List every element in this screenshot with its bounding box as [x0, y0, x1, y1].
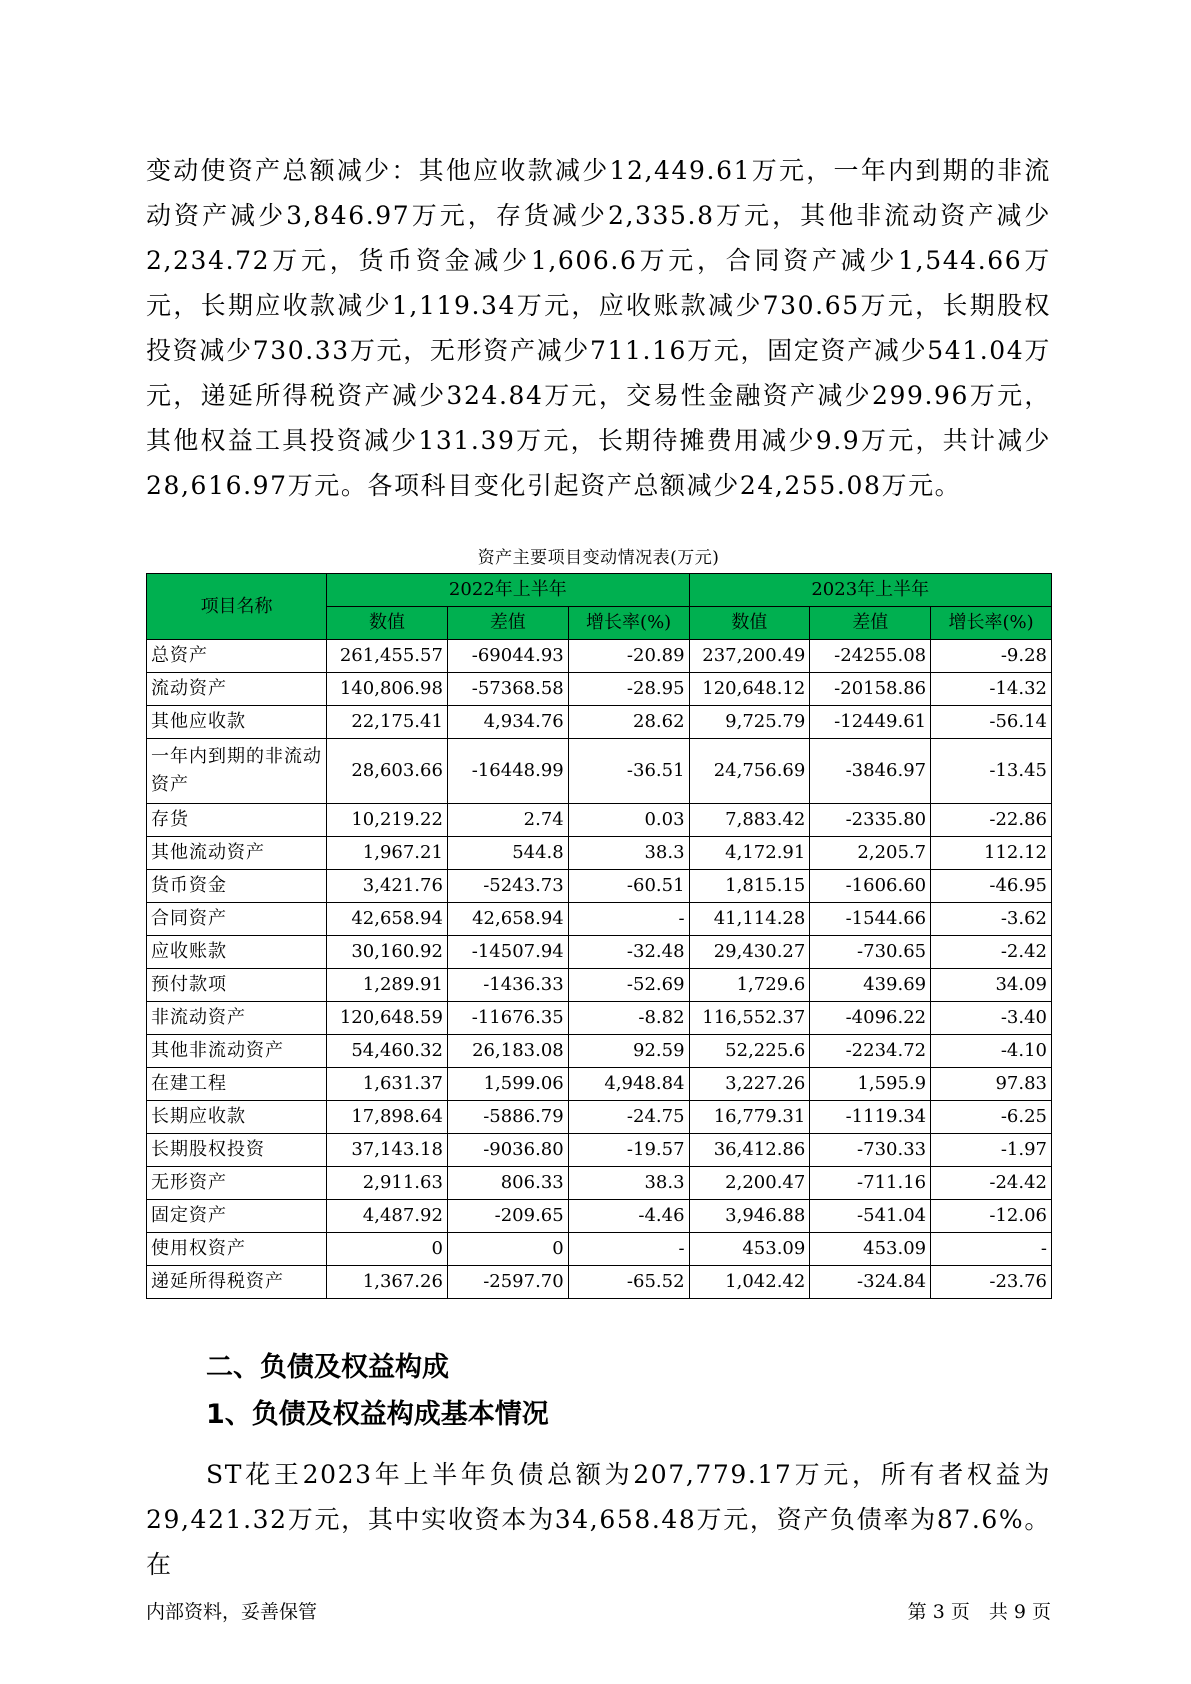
growth-2023: -56.14: [931, 706, 1052, 739]
diff-2023: -541.04: [810, 1200, 931, 1233]
table-row: [147, 969, 1052, 1002]
row-item-name: 合同资产: [147, 903, 327, 936]
growth-2022: -28.95: [568, 673, 689, 706]
value-2022: 42,658.94: [327, 903, 448, 936]
growth-2022: 92.59: [568, 1035, 689, 1068]
growth-2022: -: [568, 1233, 689, 1266]
value-2023: 24,756.69: [689, 739, 810, 804]
value-2022: 17,898.64: [327, 1101, 448, 1134]
row-item-name: 非流动资产: [147, 1002, 327, 1035]
growth-2023: -12.06: [931, 1200, 1052, 1233]
value-2023: 36,412.86: [689, 1134, 810, 1167]
value-2022: 120,648.59: [327, 1002, 448, 1035]
row-item-name: 在建工程: [147, 1068, 327, 1101]
table-row: [147, 673, 1052, 706]
growth-2023: -3.40: [931, 1002, 1052, 1035]
value-2023: 41,114.28: [689, 903, 810, 936]
diff-2022: -69044.93: [447, 640, 568, 673]
diff-2023: -2234.72: [810, 1035, 931, 1068]
diff-2022: 26,183.08: [447, 1035, 568, 1068]
diff-2022: 806.33: [447, 1167, 568, 1200]
growth-2023: 97.83: [931, 1068, 1052, 1101]
diff-2023: -2335.80: [810, 804, 931, 837]
row-item-name: 一年内到期的非流动资产: [147, 739, 327, 804]
header-diff-2022: 差值: [447, 607, 568, 640]
value-2023: 7,883.42: [689, 804, 810, 837]
value-2022: 3,421.76: [327, 870, 448, 903]
row-item-name: 应收账款: [147, 936, 327, 969]
growth-2022: 4,948.84: [568, 1068, 689, 1101]
growth-2022: -4.46: [568, 1200, 689, 1233]
value-2022: 0: [327, 1233, 448, 1266]
diff-2023: -4096.22: [810, 1002, 931, 1035]
value-2022: 54,460.32: [327, 1035, 448, 1068]
value-2023: 1,729.6: [689, 969, 810, 1002]
growth-2022: 0.03: [568, 804, 689, 837]
value-2023: 16,779.31: [689, 1101, 810, 1134]
diff-2023: -730.33: [810, 1134, 931, 1167]
diff-2023: -730.65: [810, 936, 931, 969]
growth-2023: -9.28: [931, 640, 1052, 673]
value-2023: 2,200.47: [689, 1167, 810, 1200]
row-item-name: 其他应收款: [147, 706, 327, 739]
table-body: [147, 640, 1052, 1299]
growth-2022: -60.51: [568, 870, 689, 903]
growth-2022: 28.62: [568, 706, 689, 739]
table-caption: 资产主要项目变动情况表(万元): [477, 548, 720, 568]
value-2023: 1,815.15: [689, 870, 810, 903]
value-2023: 1,042.42: [689, 1266, 810, 1299]
value-2023: 453.09: [689, 1233, 810, 1266]
value-2023: 52,225.6: [689, 1035, 810, 1068]
growth-2022: -36.51: [568, 739, 689, 804]
value-2022: 1,367.26: [327, 1266, 448, 1299]
diff-2023: -12449.61: [810, 706, 931, 739]
asset-change-table: [146, 573, 1052, 1299]
value-2022: 22,175.41: [327, 706, 448, 739]
growth-2023: -23.76: [931, 1266, 1052, 1299]
table-row: [147, 804, 1052, 837]
table-row: [147, 936, 1052, 969]
growth-2022: -: [568, 903, 689, 936]
diff-2022: -16448.99: [447, 739, 568, 804]
header-diff-2023: 差值: [810, 607, 931, 640]
value-2022: 4,487.92: [327, 1200, 448, 1233]
growth-2022: -8.82: [568, 1002, 689, 1035]
value-2022: 28,603.66: [327, 739, 448, 804]
diff-2023: -711.16: [810, 1167, 931, 1200]
diff-2023: 439.69: [810, 969, 931, 1002]
value-2023: 4,172.91: [689, 837, 810, 870]
value-2022: 10,219.22: [327, 804, 448, 837]
value-2022: 2,911.63: [327, 1167, 448, 1200]
table-row: [147, 1233, 1052, 1266]
row-item-name: 流动资产: [147, 673, 327, 706]
growth-2022: -65.52: [568, 1266, 689, 1299]
growth-2022: -20.89: [568, 640, 689, 673]
value-2023: 120,648.12: [689, 673, 810, 706]
growth-2023: -1.97: [931, 1134, 1052, 1167]
value-2022: 1,289.91: [327, 969, 448, 1002]
diff-2023: -3846.97: [810, 739, 931, 804]
value-2022: 1,631.37: [327, 1068, 448, 1101]
row-item-name: 长期应收款: [147, 1101, 327, 1134]
value-2023: 3,946.88: [689, 1200, 810, 1233]
growth-2023: -3.62: [931, 903, 1052, 936]
growth-2023: -: [931, 1233, 1052, 1266]
diff-2022: -57368.58: [447, 673, 568, 706]
section-heading: 二、负债及权益构成: [206, 1352, 449, 1383]
table-row: [147, 1035, 1052, 1068]
value-2023: 9,725.79: [689, 706, 810, 739]
row-item-name: 长期股权投资: [147, 1134, 327, 1167]
growth-2023: -4.10: [931, 1035, 1052, 1068]
table-row: [147, 706, 1052, 739]
table-row: [147, 837, 1052, 870]
table-row: [147, 1200, 1052, 1233]
growth-2022: 38.3: [568, 1167, 689, 1200]
diff-2022: 2.74: [447, 804, 568, 837]
growth-2023: -6.25: [931, 1101, 1052, 1134]
diff-2023: 1,595.9: [810, 1068, 931, 1101]
growth-2022: -24.75: [568, 1101, 689, 1134]
header-growth-2022: 增长率(%): [568, 607, 689, 640]
table-row: [147, 903, 1052, 936]
value-2022: 37,143.18: [327, 1134, 448, 1167]
diff-2022: -9036.80: [447, 1134, 568, 1167]
diff-2022: -5243.73: [447, 870, 568, 903]
table-row: [147, 1167, 1052, 1200]
footer-confidential-note: 内部资料，妥善保管: [146, 1601, 318, 1623]
header-growth-2023: 增长率(%): [931, 607, 1052, 640]
header-value-2022: 数值: [327, 607, 448, 640]
row-item-name: 预付款项: [147, 969, 327, 1002]
value-2022: 30,160.92: [327, 936, 448, 969]
growth-2022: -19.57: [568, 1134, 689, 1167]
row-item-name: 其他非流动资产: [147, 1035, 327, 1068]
growth-2023: -24.42: [931, 1167, 1052, 1200]
diff-2023: -20158.86: [810, 673, 931, 706]
row-item-name: 货币资金: [147, 870, 327, 903]
diff-2023: -24255.08: [810, 640, 931, 673]
diff-2022: 42,658.94: [447, 903, 568, 936]
diff-2023: -1119.34: [810, 1101, 931, 1134]
diff-2023: -1606.60: [810, 870, 931, 903]
row-item-name: 其他流动资产: [147, 837, 327, 870]
table-row: [147, 640, 1052, 673]
growth-2023: -13.45: [931, 739, 1052, 804]
diff-2023: 453.09: [810, 1233, 931, 1266]
growth-2023: -22.86: [931, 804, 1052, 837]
value-2023: 29,430.27: [689, 936, 810, 969]
diff-2022: -14507.94: [447, 936, 568, 969]
intro-paragraph: 变动使资产总额减少：其他应收款减少12,449.61万元，一年内到期的非流动资产减少3,846.97万元，存货减少2,335.8万元，其他非流动资产减少2,234.72万元，货币资金减少1,606.6万元，合同资产减少1,544.66万元，长期应收款减少1,119.34万元，应收账款减少730.65万元，长期股权投资减少730.33万元，无形资产减少711.16万元，固定资产减少541.04万元，递延所得税资产减少324.84万元，交易性金融资产减少299.96万元，其他权益工具投资减少131.39万元，长期待摊费用减少9.9万元，共计减少28,616.97万元。各项科目变化引起资产总额减少24,255.08万元。: [146, 156, 1051, 500]
growth-2022: -32.48: [568, 936, 689, 969]
row-item-name: 无形资产: [147, 1167, 327, 1200]
value-2023: 3,227.26: [689, 1068, 810, 1101]
header-item-name: 项目名称: [147, 574, 327, 640]
table-row: [147, 739, 1052, 804]
subsection-heading: 1、负债及权益构成基本情况: [206, 1399, 549, 1430]
table-row: [147, 870, 1052, 903]
growth-2022: 38.3: [568, 837, 689, 870]
header-period-2022: 2022年上半年: [327, 574, 689, 607]
row-item-name: 固定资产: [147, 1200, 327, 1233]
growth-2022: -52.69: [568, 969, 689, 1002]
growth-2023: -2.42: [931, 936, 1052, 969]
row-item-name: 递延所得税资产: [147, 1266, 327, 1299]
header-period-2023: 2023年上半年: [689, 574, 1051, 607]
row-item-name: 存货: [147, 804, 327, 837]
row-item-name: 使用权资产: [147, 1233, 327, 1266]
value-2022: 140,806.98: [327, 673, 448, 706]
row-item-name: 总资产: [147, 640, 327, 673]
diff-2022: 1,599.06: [447, 1068, 568, 1101]
footer-page-number: 第 3 页 共 9 页: [907, 1601, 1051, 1623]
outro-paragraph: ST花王2023年上半年负债总额为207,779.17万元，所有者权益为29,421.32万元，其中实收资本为34,658.48万元，资产负债率为87.6%。在: [146, 1460, 1051, 1579]
value-2023: 237,200.49: [689, 640, 810, 673]
table-row: [147, 1002, 1052, 1035]
growth-2023: 112.12: [931, 837, 1052, 870]
diff-2023: -1544.66: [810, 903, 931, 936]
growth-2023: -46.95: [931, 870, 1052, 903]
header-value-2023: 数值: [689, 607, 810, 640]
diff-2022: -5886.79: [447, 1101, 568, 1134]
diff-2022: 4,934.76: [447, 706, 568, 739]
value-2022: 1,967.21: [327, 837, 448, 870]
table-row: [147, 1134, 1052, 1167]
value-2022: 261,455.57: [327, 640, 448, 673]
diff-2022: 0: [447, 1233, 568, 1266]
diff-2022: -11676.35: [447, 1002, 568, 1035]
diff-2023: -324.84: [810, 1266, 931, 1299]
growth-2023: -14.32: [931, 673, 1052, 706]
table-row: [147, 1068, 1052, 1101]
diff-2022: -2597.70: [447, 1266, 568, 1299]
diff-2022: -1436.33: [447, 969, 568, 1002]
growth-2023: 34.09: [931, 969, 1052, 1002]
value-2023: 116,552.37: [689, 1002, 810, 1035]
diff-2023: 2,205.7: [810, 837, 931, 870]
table-row: [147, 1266, 1052, 1299]
diff-2022: -209.65: [447, 1200, 568, 1233]
diff-2022: 544.8: [447, 837, 568, 870]
table-row: [147, 1101, 1052, 1134]
